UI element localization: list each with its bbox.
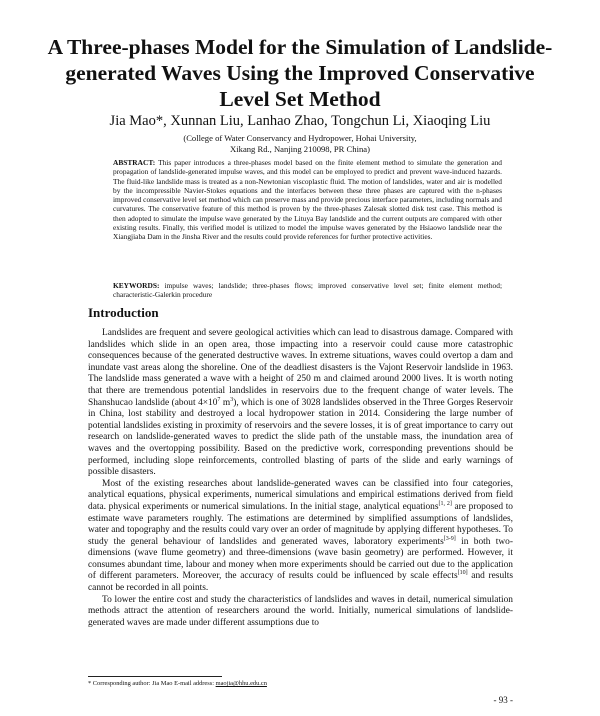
citation-1-2: [1, 2] xyxy=(438,500,452,507)
abstract-label: ABSTRACT: xyxy=(113,158,156,167)
citation-3-9: [3-9] xyxy=(443,535,456,542)
affiliation-line-2: Xikang Rd., Nanjing 210098, PR China) xyxy=(230,144,370,154)
para2-text-a: Most of the existing researches about landslide-generated waves can be classified into four categories, analytical equations, physical experiments, numerical simulations and empirical estimations derived from field data. physical experiments or numerical simulations. In the initial stage, analytical equations xyxy=(88,478,513,512)
para1-exponent-2: 3 xyxy=(230,396,234,403)
para1-text-c: ), which is one of 3028 landslides observed in the Three Gorges Reservoir in China, lost stability and destroyed a local hydropower station in 2014. Considering the large number of potential landslides existing in proximity of reservoirs and the severe losses, it is of great importance to carry out research on landslide-generated waves to predict the slide path of the unstable mass, the inundation area of waves and the overtopping possibility. Based on the predictive work, corresponding preventions should be performed, including slope reinforcements, controlled blasting of parts of the slide and early warnings of possible disasters. xyxy=(88,397,513,478)
paragraph-2 xyxy=(88,479,513,595)
footnote-label: * Corresponding author: Jia Mao E-mail address: xyxy=(88,680,216,687)
footnote xyxy=(88,680,488,688)
paper-title: A Three-phases Model for the Simulation of Landslide-generated Waves Using the Improved Conservative Level Set Method xyxy=(47,35,553,111)
para2-text-c: in both two-dimensions (wave flume geometry) and three-dimensions (wave basin geometry) are performed. However, it consumes abundant time, labour and money when more experiments should be carried out due to the application of different parameters. Moreover, the accuracy of results could be influenced by scale effects xyxy=(88,536,513,582)
paragraph-1 xyxy=(88,328,513,479)
para2-text-b: are proposed to estimate wave parameters roughly. The estimations are determined by simplified assumptions of landslides, water and topography and the results could vary over an order of magnitude by applying different hypotheses. To study the general behaviour of landslides and generated waves, laboratory experiments xyxy=(88,501,513,547)
keywords xyxy=(113,281,502,300)
abstract-text: This paper introduces a three-phases model based on the finite element method to simulate the generation and propagation of landslide-generated impulse waves, and this model can be employed to predict and prevent wave-induced hazards. The fluid-like landslide mass is treated as a non-Newtonian viscoplastic fluid. The motion of landslides, water and air is modelled by the incompressible Navier-Stokes equations and the interfaces between these three phases are captured with the n-phases improved conservative level set method which can preserve mass and provide precious interface parameters, including normals and curvatures. The conservative feature of this method is proven by the three-phases Zalesak slotted disk test case. This method is then adopted to simulate the impulse wave generated by the Lituya Bay landslide and the current outputs are compared with other existing results. Finally, this verified model is utilized to model the impulse waves generated by the Hsiaowo landslide near the Xiangjiaba Dam in the Jinsha River and the results could provide references for further protective activities. xyxy=(113,158,503,242)
author-list: Jia Mao*, Xunnan Liu, Lanhao Zhao, Tongchun Li, Xiaoqing Liu xyxy=(109,113,491,129)
para1-text-b: m xyxy=(220,397,231,408)
para1-text-a: Landslides are frequent and severe geological activities which can lead to disastrous damage. Compared with landslides which slide in an open area, those impacting into a reservoir could cause more catastrophic consequences because of the generated destructive waves. In extreme situations, waves could overtop a dam and inundate vast areas along the shoreline. One of the deadliest disasters is the Vajont Reservoir landslide in 1963. The landslide mass generated a wave with a height of 250 m and claimed around 2000 lives. It is worth noting that there are tremendous potential landslides in reservoirs due to the frequent change of water levels. The Shanshucao landslide (about 4×10 xyxy=(88,328,513,408)
footnote-divider xyxy=(88,676,222,677)
keywords-label: KEYWORDS: xyxy=(113,281,160,290)
para2-text-d: and results cannot be recorded in all points. xyxy=(88,571,514,594)
abstract xyxy=(113,158,502,242)
footnote-email-link[interactable]: maojia@hhu.edu.cn xyxy=(215,680,267,687)
section-heading-introduction: Introduction xyxy=(88,305,159,320)
para1-exponent-1: 7 xyxy=(217,396,221,403)
affiliation-line-1: (College of Water Conservancy and Hydropower, Hohai University, xyxy=(183,133,417,143)
affiliation xyxy=(60,133,540,155)
paragraph-3: To lower the entire cost and study the characteristics of landslides and waves in detail, numerical simulation methods attract the attention of researchers around the world. Initially, numerical simulations of landslide-generated waves are made under different assumptions due to xyxy=(88,594,513,628)
page-number: - 93 - xyxy=(493,695,513,705)
introduction-body xyxy=(88,328,513,629)
keywords-text: impulse waves; landslide; three-phases flows; improved conservative level set; finite element method; characteristic-Galerkin procedure xyxy=(113,281,502,300)
citation-10: [10] xyxy=(457,570,468,577)
